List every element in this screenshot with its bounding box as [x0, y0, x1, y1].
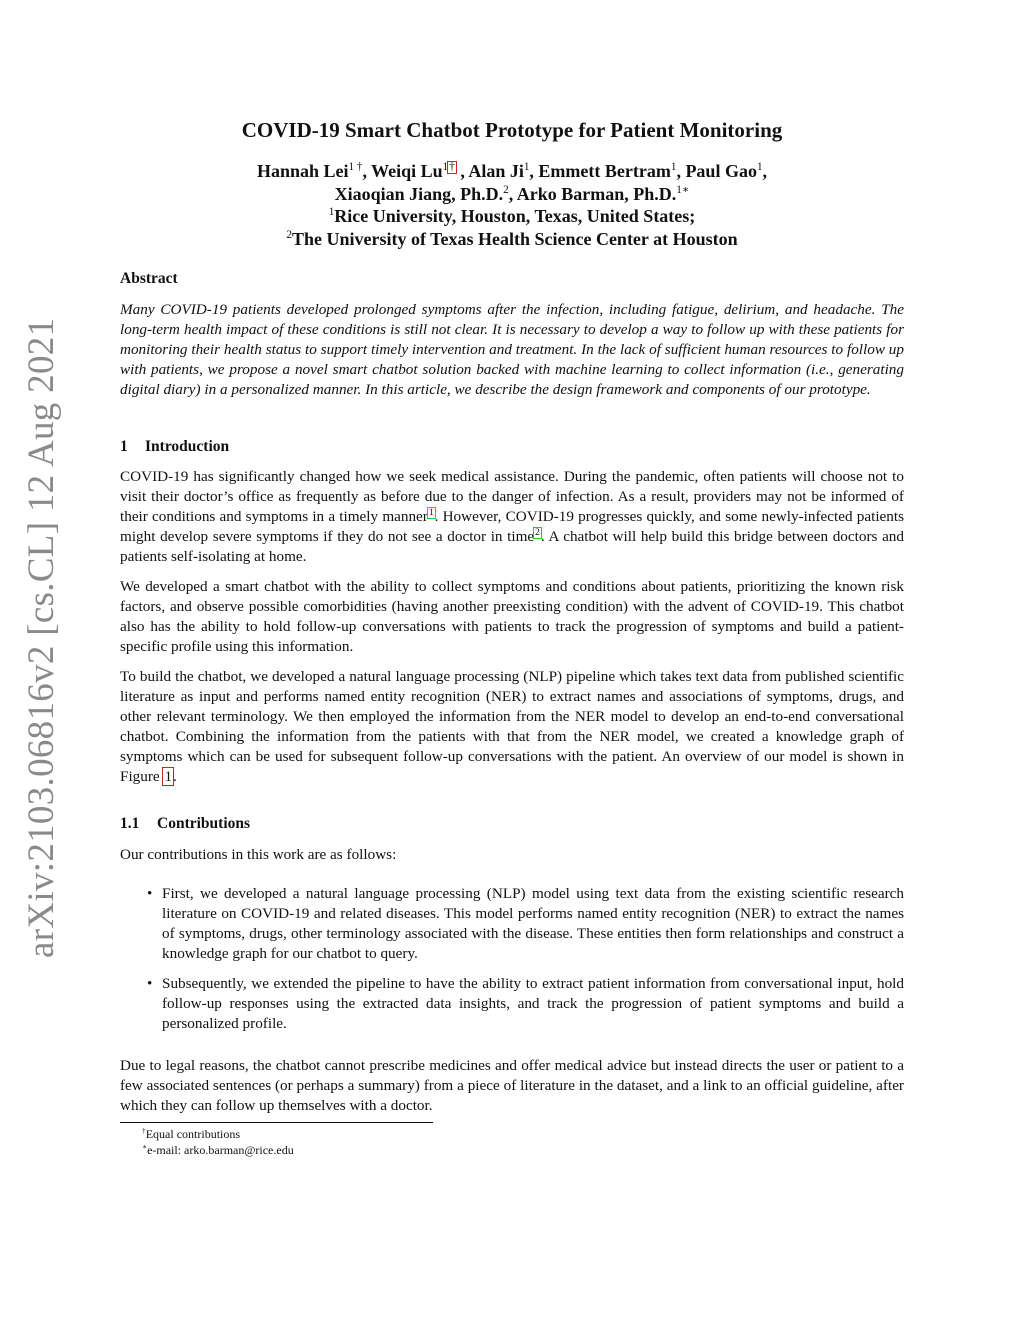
- contributions-closing-paragraph: Due to legal reasons, the chatbot cannot prescribe medicines and offer medical advice but instead directs the user or patient to a few associated sentences (or perhaps a summary) from a piece of literature in the dataset, and a link to an official guideline, after which they can follow up themselves with a doctor.: [120, 1057, 904, 1114]
- footnote-link[interactable]: †: [449, 161, 455, 173]
- footnote-divider: [120, 1122, 433, 1123]
- intro-paragraph-1: COVID-19 has significantly changed how we seek medical assistance. During the pandemic, often patients will choose not to visit their doctor’s office as frequently as before due to the danger of infection. As a result, providers may not be informed of their conditions and symptoms in a timely manner$^1$. However, COVID-19 progresses quickly, and some newly-infected patients might develop severe symptoms if they do not see a doctor in time$^2$. A chatbot will help build this bridge between doctors and patients self-isolating at home.: [120, 468, 905, 565]
- author-affiliation-mark: 1 †: [348, 161, 363, 173]
- citation-link[interactable]: 1: [428, 507, 434, 518]
- author-name: Hannah Lei: [256, 161, 349, 181]
- affiliation-2: $^2$The University of Texas Health Science Center at Houston: [286, 228, 738, 249]
- intro-paragraph-3: To build the chatbot, we developed a natural language processing (NLP) pipeline which takes text data from published scientific literature as input and performs named entity recognition (NER) to extract names and associations of symptoms, drugs, and other relevant terminology. We then employed the information from the NER model to develop an end-to-end conversational chatbot. Combining the information from the patients with that from the NER model, we created a knowledge graph of symptoms which can be used for subsequent follow-up conversations with the patient. An overview of our model is shown in Figure 1.: [120, 668, 904, 785]
- paper-title: COVID-19 Smart Chatbot Prototype for Patient Monitoring: [241, 118, 783, 142]
- author-name: Emmett Bertram: [538, 161, 671, 181]
- citation-link[interactable]: 2: [535, 527, 540, 538]
- author-block: [120, 160, 904, 250]
- subsection-number: 1.1: [120, 815, 140, 832]
- section-title: Introduction: [145, 438, 230, 455]
- section-number: 1: [120, 438, 128, 455]
- author-line-1: Hannah Lei$^{1 \dagger}$, Weiqi $Lu^{1\dagger}$ , Alan Ji$^1$, Emmett Bertram$^1$, Paul Gao$^1$,: [256, 161, 768, 181]
- figure-reference-link[interactable]: 1: [164, 768, 173, 785]
- author-name: Arko Barman, Ph.D.: [516, 183, 677, 204]
- author-line-2: Xiaoqian Jiang, Ph.D.$^2$, Arko Barman, Ph.D.$^{1∗}$: [334, 183, 690, 204]
- list-item: • First, we developed a natural language processing (NLP) model using text data from the existing scientific research literature on COVID-19 and related diseases. This model performs named entity recognition (NER) to extract the names of symptoms, drugs, other terminology associated with the disease. These entities then form relationships and construct a knowledge graph for our chatbot to query.: [147, 885, 904, 962]
- bullet-icon: •: [147, 975, 153, 992]
- contributions-list: [120, 884, 904, 1034]
- author-affiliation-mark: 1: [756, 161, 763, 173]
- author-affiliation-mark: 1: [523, 161, 530, 173]
- footnotes: [142, 1126, 294, 1158]
- abstract-heading: Abstract: [120, 270, 178, 287]
- bullet-icon: •: [147, 885, 153, 902]
- subsection-title: Contributions: [157, 815, 251, 832]
- footnote: †Equal contributions: [142, 1126, 241, 1141]
- author-affiliation-mark: 1: [670, 161, 677, 173]
- abstract-text: Many COVID-19 patients developed prolonged symptoms after the infection, including fatigue, delirium, and headache. The long-term health impact of these conditions is still not clear. It is necessary to develop a way to follow up with these patients for monitoring their health status to support timely intervention and treatment. In the lack of sufficient human resources to follow up with patients, we propose a novel smart chatbot solution backed with machine learning to collect information (i.e., generating digital diary) in a personalized manner. In this article, we describe the design framework and components of our prototype.: [120, 301, 904, 398]
- list-item: • Subsequently, we extended the pipeline to have the ability to extract patient information from conversational input, hold follow-up responses using the extracted data insights, and track the progression of patient symptoms and build a personalized profile.: [147, 975, 904, 1032]
- footnote: ∗e-mail: arko.barman@rice.edu: [142, 1142, 294, 1157]
- author-name: Paul Gao: [685, 161, 757, 181]
- subsection-heading-contributions: [120, 814, 904, 834]
- author-name: Weiqi Lu: [371, 161, 443, 181]
- author-name: Xiaoqian Jiang, Ph.D.: [334, 183, 504, 204]
- affiliation-1: $^1$Rice University, Houston, Texas, United States;: [328, 206, 696, 226]
- intro-paragraph-2: We developed a smart chatbot with the ability to collect symptoms and conditions about patients, prioritizing the known risk factors, and observe possible comorbidities (having another preexisting condition) with the advent of COVID-19. This chatbot also has the ability to hold follow-up conversations with patients to track the progression of symptoms and build a patient-specific profile using this information.: [120, 578, 904, 655]
- section-heading-introduction: [120, 437, 904, 457]
- author-affiliation-mark: 1: [442, 161, 449, 173]
- author-name: Alan Ji: [468, 161, 524, 181]
- author-affiliation-mark: 1∗: [676, 183, 690, 196]
- author-affiliation-mark: 2: [503, 183, 509, 196]
- arxiv-identifier-stamp[interactable]: arXiv:2103.06816v2 [cs.CL] 12 Aug 2021: [21, 317, 62, 958]
- contributions-intro: Our contributions in this work are as follows:: [120, 846, 397, 863]
